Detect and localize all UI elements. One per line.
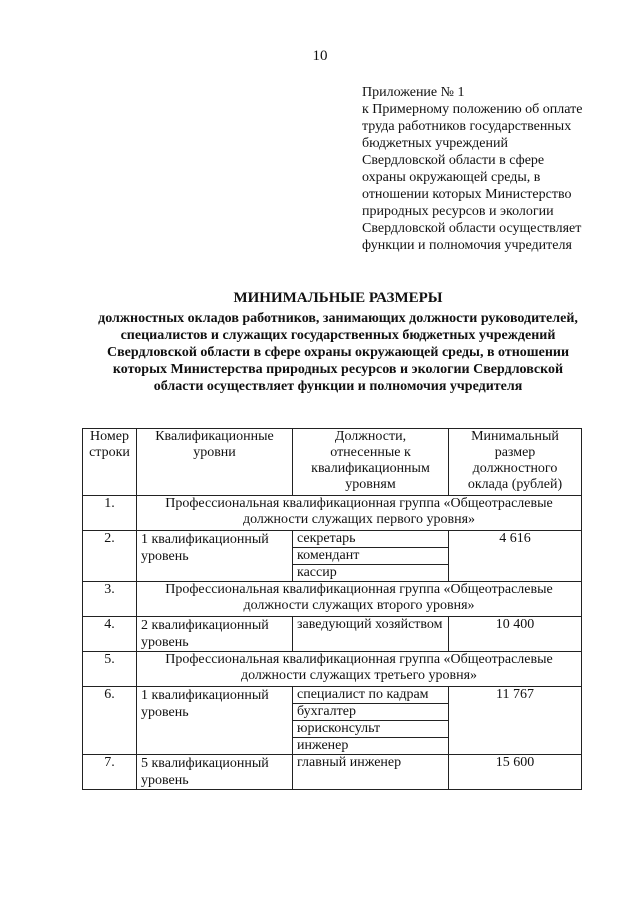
table-row-group — [83, 496, 582, 531]
position-cell: комендант — [293, 548, 449, 565]
salary-table — [82, 428, 582, 790]
salary-value: 4 616 — [449, 531, 582, 582]
appendix-line: бюджетных учреждений — [362, 136, 508, 151]
table-row-group — [83, 652, 582, 687]
position-cell: бухгалтер — [293, 704, 449, 721]
row-number: 7. — [83, 755, 137, 790]
row-number: 3. — [83, 582, 137, 617]
table-row — [83, 755, 582, 790]
qualification-level: 2 квалификационный уровень — [137, 617, 293, 652]
appendix-line: к Примерному положению об оплате — [362, 102, 583, 117]
header-qualification-levels: Квалификационные уровни — [137, 429, 293, 496]
position-cell: главный инженер — [293, 755, 449, 790]
row-number: 1. — [83, 496, 137, 531]
table-row — [83, 687, 582, 704]
appendix-line: функции и полномочия учредителя — [362, 238, 572, 253]
header-min-salary: Минимальный размер должностного оклада (рублей) — [449, 429, 582, 496]
position-cell: инженер — [293, 738, 449, 755]
position-cell: юрисконсульт — [293, 721, 449, 738]
subtitle-line: должностных окладов работников, занимающих должности руководителей, — [98, 311, 578, 326]
appendix-line: отношении которых Министерство — [362, 187, 572, 202]
subtitle-line: специалистов и служащих государственных бюджетных учреждений — [120, 328, 556, 343]
document-title: МИНИМАЛЬНЫЕ РАЗМЕРЫ — [233, 290, 443, 306]
subtitle-line: Свердловской области в сфере охраны окружающей среды, в отношении — [106, 345, 570, 360]
appendix-line: труда работников государственных — [362, 119, 572, 134]
group-title: Профессиональная квалификационная группа «Общеотраслевые должности служащих третьего уровня» — [137, 652, 582, 687]
position-cell: секретарь — [293, 531, 449, 548]
table-row — [83, 531, 582, 548]
table-row — [83, 617, 582, 652]
salary-value: 11 767 — [449, 687, 582, 755]
appendix-line: Приложение № 1 — [362, 85, 465, 100]
row-number: 5. — [83, 652, 137, 687]
table-header-row — [83, 429, 582, 496]
position-cell: заведующий хозяйством — [293, 617, 449, 652]
row-number: 4. — [83, 617, 137, 652]
group-title: Профессиональная квалификационная группа «Общеотраслевые должности служащих второго уровня» — [137, 582, 582, 617]
appendix-block — [362, 84, 622, 254]
appendix-line: охраны окружающей среды, в — [362, 170, 541, 185]
qualification-level: 1 квалификационный уровень — [137, 687, 293, 755]
header-row-number: Номер строки — [83, 429, 137, 496]
qualification-level: 5 квалификационный уровень — [137, 755, 293, 790]
appendix-line: природных ресурсов и экологии — [362, 204, 554, 219]
salary-value: 15 600 — [449, 755, 582, 790]
document-subtitle — [40, 310, 636, 395]
group-title: Профессиональная квалификационная группа «Общеотраслевые должности служащих первого уровня» — [137, 496, 582, 531]
position-cell: кассир — [293, 565, 449, 582]
row-number: 6. — [83, 687, 137, 755]
position-cell: специалист по кадрам — [293, 687, 449, 704]
subtitle-line: области осуществляет функции и полномочия учредителя — [153, 379, 523, 394]
subtitle-line: которых Министерства природных ресурсов и экологии Свердловской — [112, 362, 564, 377]
table-row-group — [83, 582, 582, 617]
appendix-line: Свердловской области осуществляет — [362, 221, 582, 236]
appendix-line: Свердловской области в сфере — [362, 153, 545, 168]
page-number: 10 — [312, 48, 328, 64]
header-positions: Должности, отнесенные к квалификационным уровням — [293, 429, 449, 496]
row-number: 2. — [83, 531, 137, 582]
salary-value: 10 400 — [449, 617, 582, 652]
qualification-level: 1 квалификационный уровень — [137, 531, 293, 582]
